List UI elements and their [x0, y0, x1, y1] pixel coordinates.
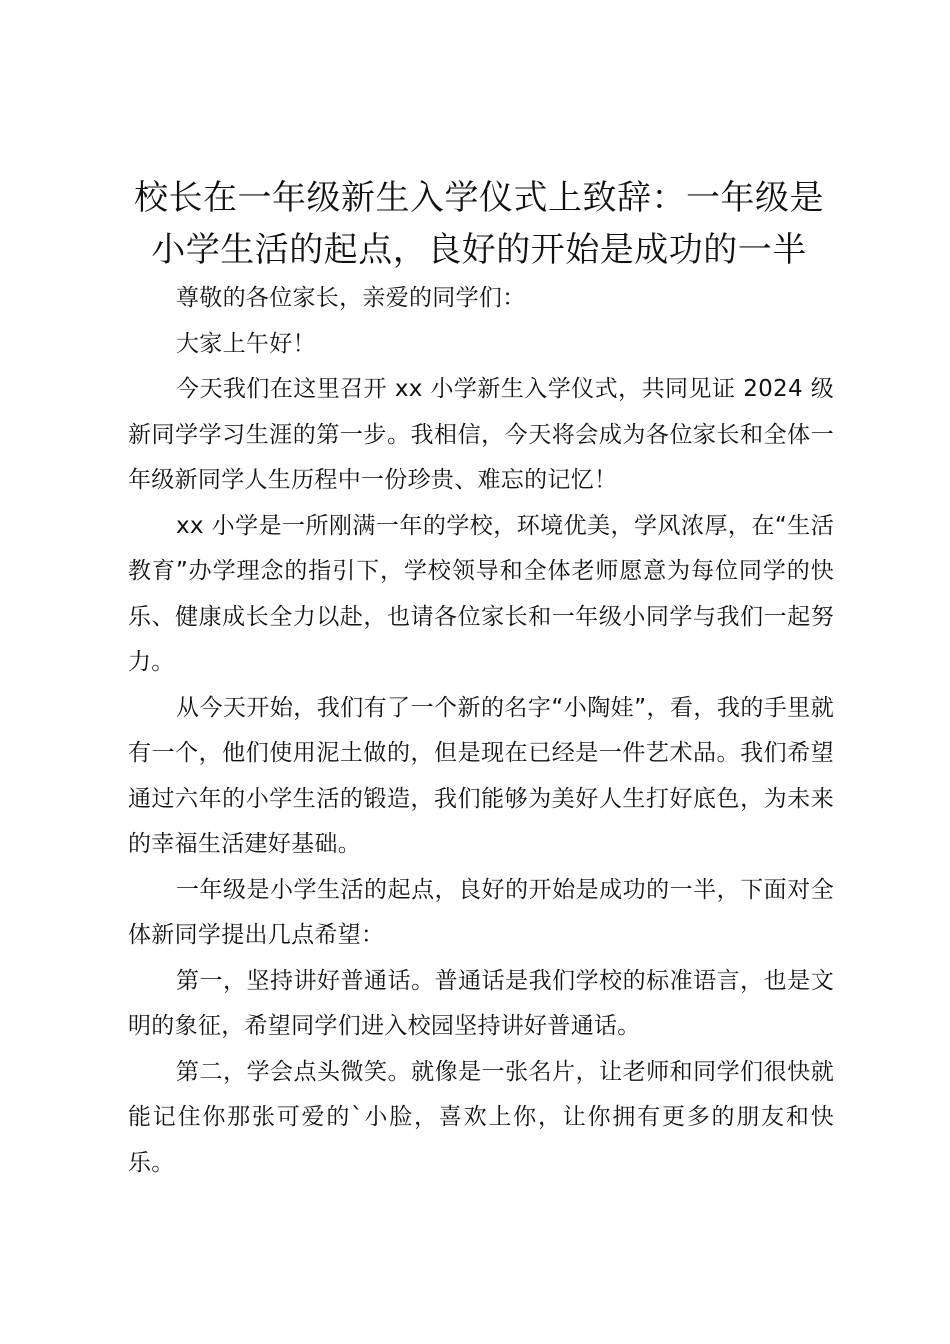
document-body — [128, 276, 834, 1186]
salutation: 尊敬的各位家长，亲爱的同学们： — [176, 285, 526, 311]
paragraph: 一年级是小学生活的起点，良好的开始是成功的一半，下面对全体新同学提出几点希望： — [128, 876, 834, 948]
paragraph: 第二，学会点头微笑。就像是一张名片，让老师和同学们很快就能记住你那张可爱的`小脸，喜欢上你，让你拥有更多的朋友和快乐。 — [128, 1058, 834, 1176]
paragraph: 今天我们在这里召开 xx 小学新生入学仪式，共同见证 2024 级新同学学习生涯的第一步。我相信，今天将会成为各位家长和全体一年级新同学人生历程中一份珍贵、难忘的记忆！ — [128, 376, 834, 493]
paragraph: 第一，坚持讲好普通话。普通话是我们学校的标准语言，也是文明的象征，希望同学们进入校园坚持讲好普通话。 — [128, 967, 834, 1039]
paragraph: 从今天开始，我们有了一个新的名字“小陶娃”，看，我的手里就有一个，他们使用泥土做的，但是现在已经是一件艺术品。我们希望通过六年的小学生活的锻造，我们能够为美好人生打好底色，为未来的幸福生活建好基础。 — [128, 694, 834, 857]
paragraph: xx 小学是一所刚满一年的学校，环境优美，学风浓厚，在“生活教育”办学理念的指引下，学校领导和全体老师愿意为每位同学的快乐、健康成长全力以赴，也请各位家长和一年级小同学与我们一起努力。 — [128, 512, 834, 675]
document-title: 校长在一年级新生入学仪式上致辞：一年级是小学生活的起点，良好的开始是成功的一半 — [134, 178, 824, 270]
greeting: 大家上午好！ — [176, 330, 316, 357]
